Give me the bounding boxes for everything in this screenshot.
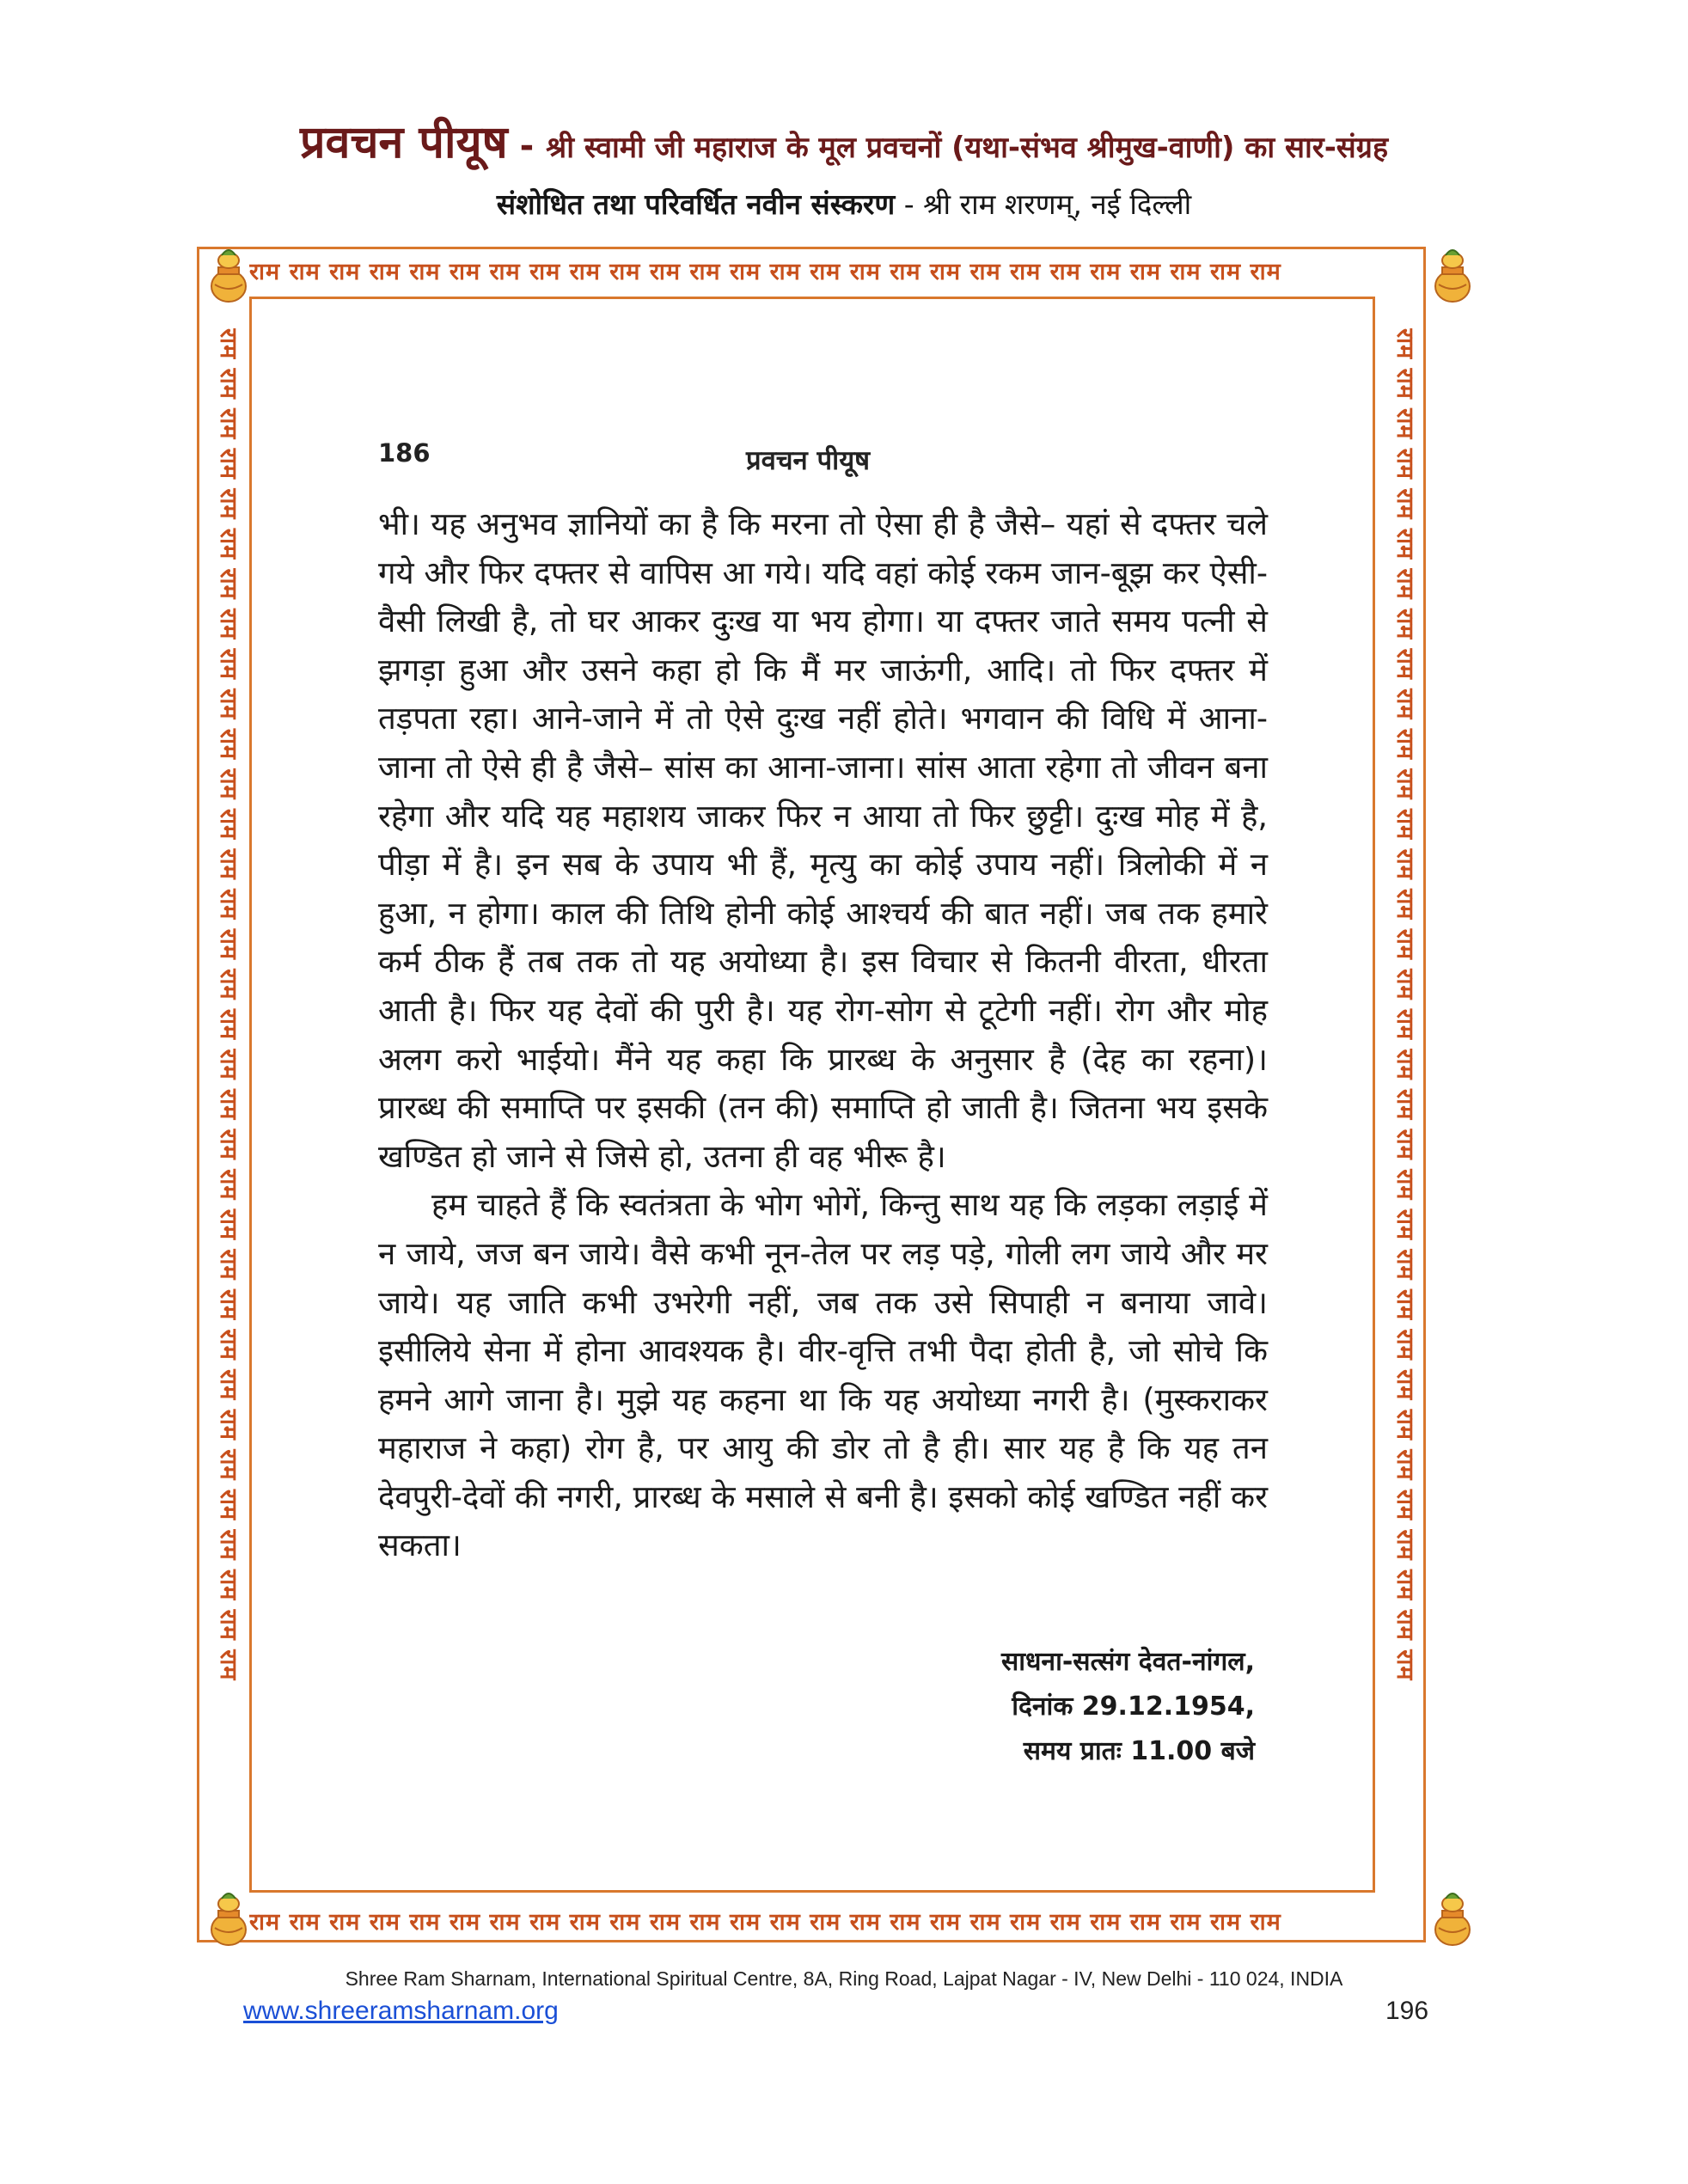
ram-border-bottom: राम राम राम राम राम राम राम राम राम राम राम राम राम राम राम राम राम राम राम राम राम राम राम राम राम राम — [249, 1909, 1281, 1936]
discourse-time: समय प्रातः 11.00 बजे — [1023, 1736, 1255, 1766]
paragraph: भी। यह अनुभव ज्ञानियों का है कि मरना तो ऐसा ही है जैसे– यहां से दफ्तर चले गये और फिर दफ्तर से वापिस आ गये। यदि वहां कोई रकम जान-बूझ कर ऐसी-वैसी लिखी है, तो घर आकर दुःख या भय होगा। या दफ्तर जाते समय पत्नी से झगड़ा हुआ और उसने कहा हो कि मैं मर जाऊंगी, आदि। तो फिर दफ्तर में तड़पता रहा। आने-जाने में तो ऐसे दुःख नहीं होते। भगवान की विधि में आना-जाना तो ऐसे ही है जैसे– सांस का आना-जाना। सांस आता रहेगा तो जीवन बना रहेगा और यदि यह महाशय जाकर फिर न आया तो फिर छुट्टी। दुःख मोह में है, पीड़ा में है। इन सब के उपाय भी हैं, मृत्यु का कोई उपाय नहीं। त्रिलोकी में न हुआ, न होगा। काल की तिथि होनी कोई आश्चर्य की बात नहीं। जब तक हमारे कर्म ठीक हैं तब तक तो यह अयोध्या है। इस विचार से कितनी वीरता, धीरता आती है। फिर यह देवों की पुरी है। यह रोग-सोग से टूटेगी नहीं। रोग और मोह अलग करो भाईयो। मैंने यह कहा कि प्रारब्ध के अनुसार है (देह का रहना)। प्रारब्ध की समाप्ति पर इसकी (तन की) समाप्ति हो जाती है। जितना भय इसके खण्डित हो जाने से जिसे हो, उतना ही वह भीरू है। — [378, 505, 1268, 1175]
discourse-place: साधना-सत्संग देवत-नांगल, — [1000, 1647, 1255, 1677]
title-dash: - — [507, 126, 547, 166]
ram-border-right — [1385, 328, 1420, 1875]
running-head: प्रवचन पीयूष — [746, 445, 871, 476]
scanned-page-body — [378, 500, 1268, 1570]
ram-border-left-text: राम राम राम राम राम राम राम राम राम राम राम राम राम राम राम राम राम राम राम राम राम राम राम राम राम राम राम राम राम राम राम राम राम राम — [215, 328, 242, 1681]
kalash-icon — [1422, 245, 1483, 307]
ram-border-right-text: राम राम राम राम राम राम राम राम राम राम राम राम राम राम राम राम राम राम राम राम राम राम राम राम राम राम राम राम राम राम राम राम राम राम — [1391, 328, 1418, 1681]
document-title-line — [0, 110, 1688, 171]
kalash-icon — [198, 245, 260, 307]
footer-address: Shree Ram Sharnam, International Spiritual Centre, 8A, Ring Road, Lajpat Nagar - IV, New Delhi - 110 024, INDIA — [345, 1967, 1343, 1990]
book-page-number: 186 — [378, 438, 431, 468]
book-title: प्रवचन पीयूष — [299, 117, 508, 168]
book-subtitle: श्री स्वामी जी महाराज के मूल प्रवचनों (यथा-संभव श्रीमुख-वाणी) का सार-संग्रह — [546, 131, 1389, 165]
website-link[interactable]: www.shreeramsharnam.org — [243, 1997, 559, 2025]
kalash-icon — [1422, 1888, 1483, 1950]
publisher-label: - श्री राम शरणम्, नई दिल्ली — [895, 187, 1192, 221]
ram-border-left — [209, 328, 243, 1875]
paragraph: हम चाहते हैं कि स्वतंत्रता के भोग भोगें, किन्तु साथ यह कि लड़का लड़ाई में न जाये, जज बन जाये। वैसे कभी नून-तेल पर लड़ पड़े, गोली लग जाये और मर जाये। यह जाति कभी उभरेगी नहीं, जब तक उसे सिपाही न बनाया जावे। इसीलिये सेना में होना आवश्यक है। वीर-वृत्ति तभी पैदा होती है, जो सोचे कि हमने आगे जाना है। मुझे यह कहना था कि यह अयोध्या नगरी है। (मुस्कराकर महाराज ने कहा) रोग है, पर आयु की डोर तो है ही। सार यह है कि यह तन देवपुरी-देवों की नगरी, प्रारब्ध के मसाले से बनी है। इसको कोई खण्डित नहीं कर सकता। — [378, 1186, 1268, 1564]
kalash-icon — [198, 1888, 260, 1950]
discourse-signature — [1001, 1640, 1255, 1774]
discourse-date: दिनांक 29.12.1954, — [1012, 1692, 1255, 1722]
ram-border-top: राम राम राम राम राम राम राम राम राम राम राम राम राम राम राम राम राम राम राम राम राम राम राम राम राम राम — [249, 259, 1281, 285]
edition-line — [0, 184, 1688, 223]
edition-label: संशोधित तथा परिवर्धित नवीन संस्करण — [496, 187, 896, 221]
pdf-page-number: 196 — [1385, 1997, 1429, 2025]
